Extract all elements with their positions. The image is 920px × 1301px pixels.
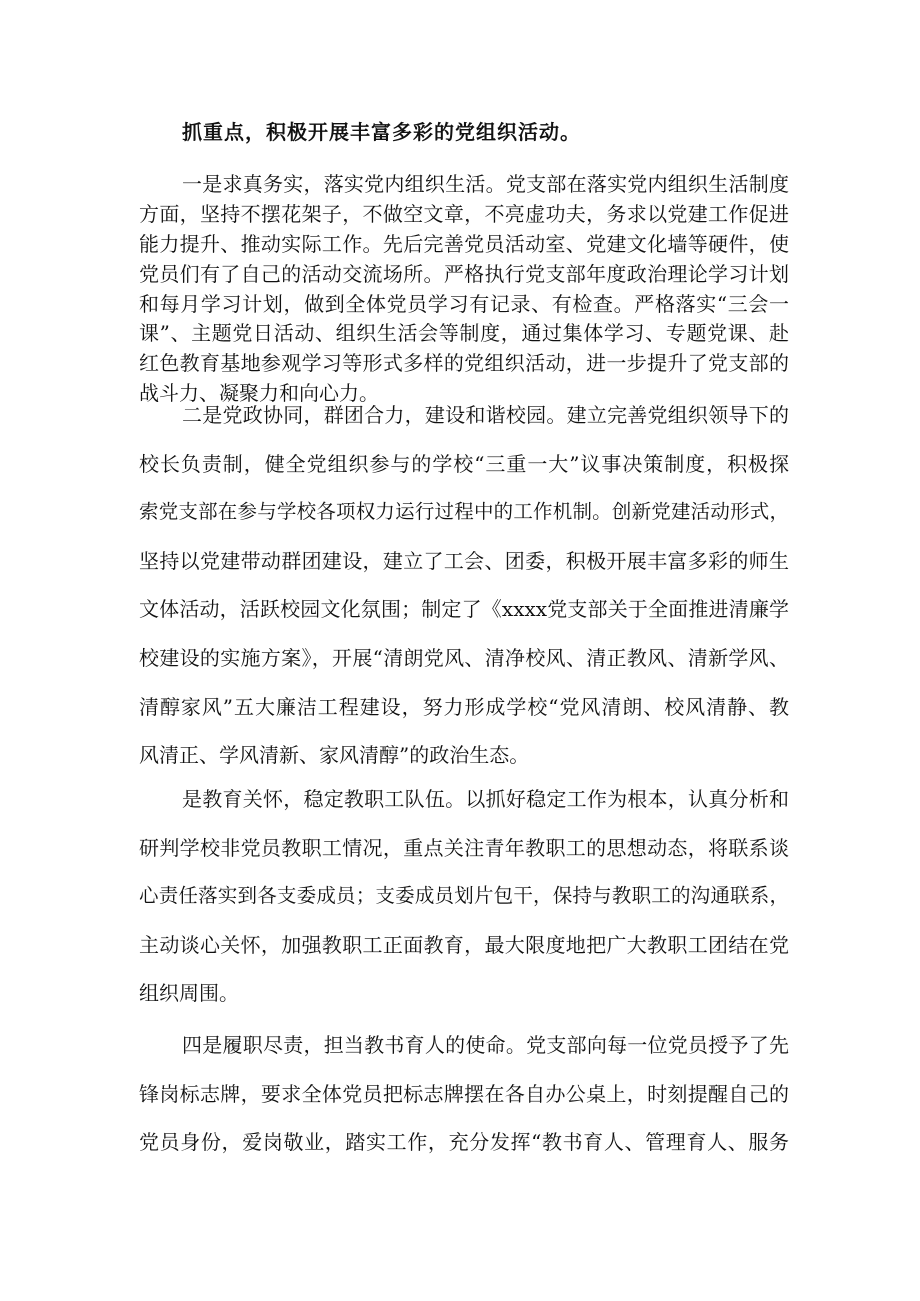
text-line: 战斗力、凝聚力和向心力。 — [139, 381, 379, 406]
text-line: 二是党政协同，群团合力，建设和谐校园。建立完善党组织领导下的 — [182, 403, 789, 427]
text-line: 课”、主题党日活动、组织生活会等制度，通过集体学习、专题党课、赴 — [139, 321, 789, 346]
section-heading: 抓重点，积极开展丰富多彩的党组织活动。 — [182, 120, 581, 144]
text-line: 校长负责制，健全党组织参与的学校“三重一大”议事决策制度，积极探 — [139, 451, 789, 476]
text-line: 锋岗标志牌，要求全体党员把标志牌摆在各自办公桌上，时刻提醒自己的 — [139, 1081, 789, 1106]
paragraph-staff-care — [139, 775, 789, 1018]
paragraph-duty-mission — [139, 1021, 789, 1167]
text-line: 索党支部在参与学校各项权力运行过程中的工作机制。创新党建活动形式， — [139, 500, 789, 524]
text-line: 坚持以党建带动群团建设，建立了工会、团委，积极开展丰富多彩的师生 — [139, 548, 789, 573]
text-line: 能力提升、推动实际工作。先后完善党员活动室、党建文化墙等硬件，使 — [139, 231, 789, 256]
text-line: 主动谈心关怀，加强教职工正面教育，最大限度地把广大教职工团结在党 — [139, 932, 789, 957]
text-line: 四是履职尽责，担当教书育人的使命。党支部向每一位党员授予了先 — [182, 1033, 789, 1057]
text-line: 文体活动，活跃校园文化氛围；制定了《xxxx党支部关于全面推进清廉学 — [139, 597, 789, 622]
text-line: 一是求真务实，落实党内组织生活。党支部在落实党内组织生活制度 — [182, 172, 789, 196]
text-line: 心责任落实到各支委成员；支委成员划片包干，保持与教职工的沟通联系， — [139, 884, 789, 908]
paragraph-organizational-life — [139, 170, 789, 409]
text-line: 清醇家风”五大廉洁工程建设，努力形成学校“党风清朗、校风清静、教 — [139, 694, 789, 719]
text-line: 研判学校非党员教职工情况，重点关注青年教职工的思想动态，将联系谈 — [139, 835, 789, 860]
text-line: 党员们有了自己的活动交流场所。严格执行党支部年度政治理论学习计划 — [139, 261, 789, 286]
text-line: 风清正、学风清新、家风清醇”的政治生态。 — [139, 743, 530, 768]
text-line: 是教育关怀，稳定教职工队伍。以抓好稳定工作为根本，认真分析和 — [182, 787, 789, 811]
text-line: 方面，坚持不摆花架子，不做空文章，不亮虚功夫，务求以党建工作促进 — [139, 201, 789, 226]
paragraph-harmonious-campus — [139, 391, 789, 780]
text-line: 党员身份，爱岗敬业，踏实工作，充分发挥“教书育人、管理育人、服务 — [139, 1130, 789, 1155]
text-line: 和每月学习计划，做到全体党员学习有记录、有检查。严格落实“三会一 — [139, 291, 789, 316]
text-line: 校建设的实施方案》，开展“清朗党风、清净校风、清正教风、清新学风、 — [139, 645, 789, 670]
text-line: 红色教育基地参观学习等形式多样的党组织活动，进一步提升了党支部的 — [139, 351, 789, 376]
text-line: 组织周围。 — [139, 981, 239, 1006]
